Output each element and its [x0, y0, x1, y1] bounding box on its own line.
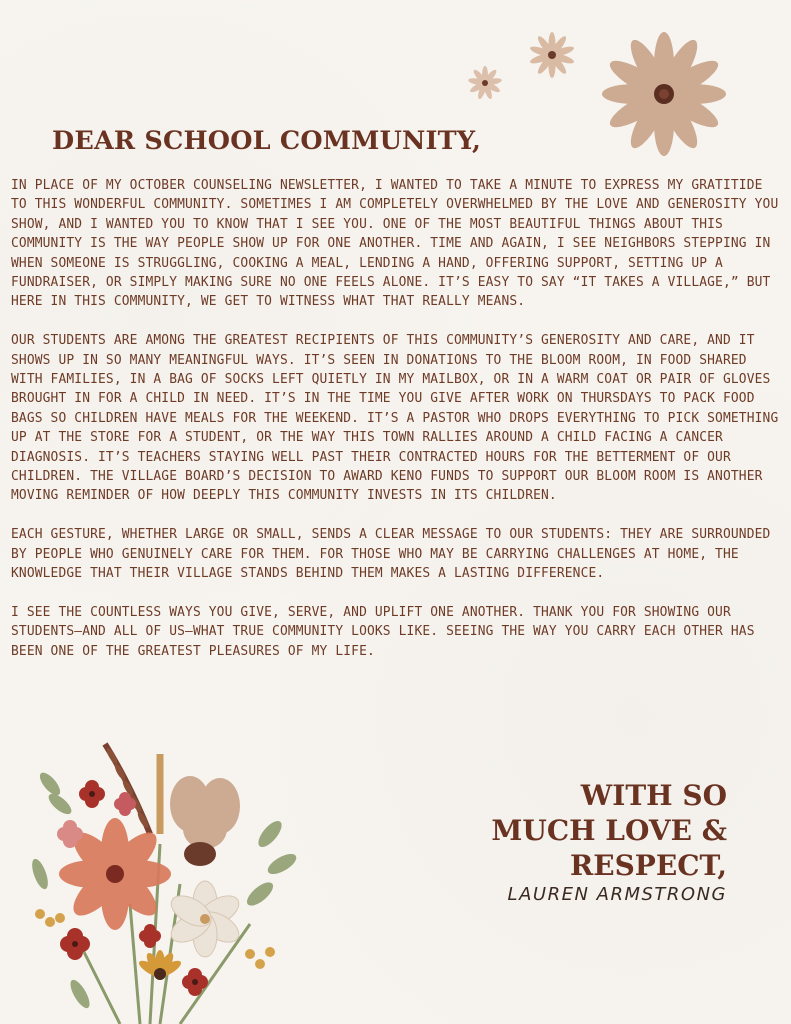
letter-paragraph-2: OUR STUDENTS ARE AMONG THE GREATEST RECIPIENTS OF THIS COMMUNITY’S GENEROSITY AND CARE, AND IT SHOWS UP IN SO MANY MEANINGFUL WAYS. IT’S SEEN IN DONATIONS TO THE BLOOM ROOM, IN FOOD SHARED WITH FAMILIES, IN A BAG OF SOCKS LEFT QUIETLY IN MY MAILBOX, OR IN A WARM COAT OR PAIR OF GLOVES BROUGHT IN FOR A CHILD IN NEED. IT’S IN THE TIME YOU GIVE AFTER WORK ON THURSDAYS TO PACK FOOD BAGS SO CHILDREN HAVE MEALS FOR THE WEEKEND. IT’S A PASTOR WHO DROPS EVERYTHING TO PICK SOMETHING UP AT THE STORE FOR A STUDENT, OR THE WAY THIS TOWN RALLIES AROUND A CHILD FACING A CANCER DIAGNOSIS. IT’S TEACHERS STAYING WELL PAST THEIR CONTRACTED HOURS FOR THE BETTERMENT OF OUR CHILDREN. THE VILLAGE BOARD’S DECISION TO AWARD KENO FUNDS TO SUPPORT OUR BLOOM ROOM IS ANOTHER MOVING REMINDER OF HOW DEEPLY THIS COMMUNITY INVESTS IN ITS CHILDREN. — [11, 333, 779, 504]
letter-paragraph-4: I SEE THE COUNTLESS WAYS YOU GIVE, SERVE, AND UPLIFT ONE ANOTHER. THANK YOU FOR SHOWING OUR STUDENTS—AND ALL OF US—WHAT TRUE COMMUNITY LOOKS LIKE. SEEING THE WAY YOU CARRY EACH OTHER HAS BEEN ONE OF THE GREATEST PLEASURES OF MY LIFE. — [11, 604, 755, 659]
signoff-line-3: RESPECT, — [569, 849, 727, 882]
letter-paragraph-1: IN PLACE OF MY OCTOBER COUNSELING NEWSLETTER, I WANTED TO TAKE A MINUTE TO EXPRESS MY GRATITIDE TO THIS WONDERFUL COMMUNITY. SOMETIMES I AM COMPLETELY OVERWHELMED BY THE LOVE AND GENEROSITY YOU SHOW, AND I WANTED YOU TO KNOW THAT I SEE YOU. ONE OF THE MOST BEAUTIFUL THINGS ABOUT THIS COMMUNITY IS THE WAY PEOPLE SHOW UP FOR ONE ANOTHER. TIME AND AGAIN, I SEE NEIGHBORS STEPPING IN WHEN SOMEONE IS STRUGGLING, COOKING A MEAL, LENDING A HAND, OFFERING SUPPORT, SETTING UP A FUNDRAISER, OR SIMPLY MAKING SURE NO ONE FEELS ALONE. IT’S EASY TO SAY “IT TAKES A VILLAGE,” BUT HERE IN THIS COMMUNITY, WE GET TO WITNESS WHAT THAT REALLY MEANS. — [11, 178, 779, 310]
daisy-flower-icon-medium — [529, 32, 575, 78]
bouquet-illustration — [20, 724, 320, 1024]
letter-signoff — [491, 778, 727, 883]
daisy-flower-icon-small — [468, 66, 503, 100]
tan-flower-icon — [170, 776, 240, 866]
daisy-flower-icon-large — [602, 32, 726, 156]
yellow-flower-icon — [137, 950, 184, 980]
letter-signature: LAUREN ARMSTRONG — [507, 884, 727, 905]
letter-body — [11, 176, 783, 681]
signoff-line-2: MUCH LOVE & — [491, 814, 727, 847]
letter-greeting: DEAR SCHOOL COMMUNITY, — [52, 126, 482, 156]
letter-paragraph-3: EACH GESTURE, WHETHER LARGE OR SMALL, SENDS A CLEAR MESSAGE TO OUR STUDENTS: THEY ARE SURROUNDED BY PEOPLE WHO GENUINELY CARE FOR THEM. FOR THOSE WHO MAY BE CARRYING CHALLENGES AT HOME, THE KNOWLEDGE THAT THEIR VILLAGE STANDS BEHIND THEM MAKES A LASTING DIFFERENCE. — [11, 527, 771, 582]
signoff-line-1: WITH SO — [580, 779, 727, 812]
